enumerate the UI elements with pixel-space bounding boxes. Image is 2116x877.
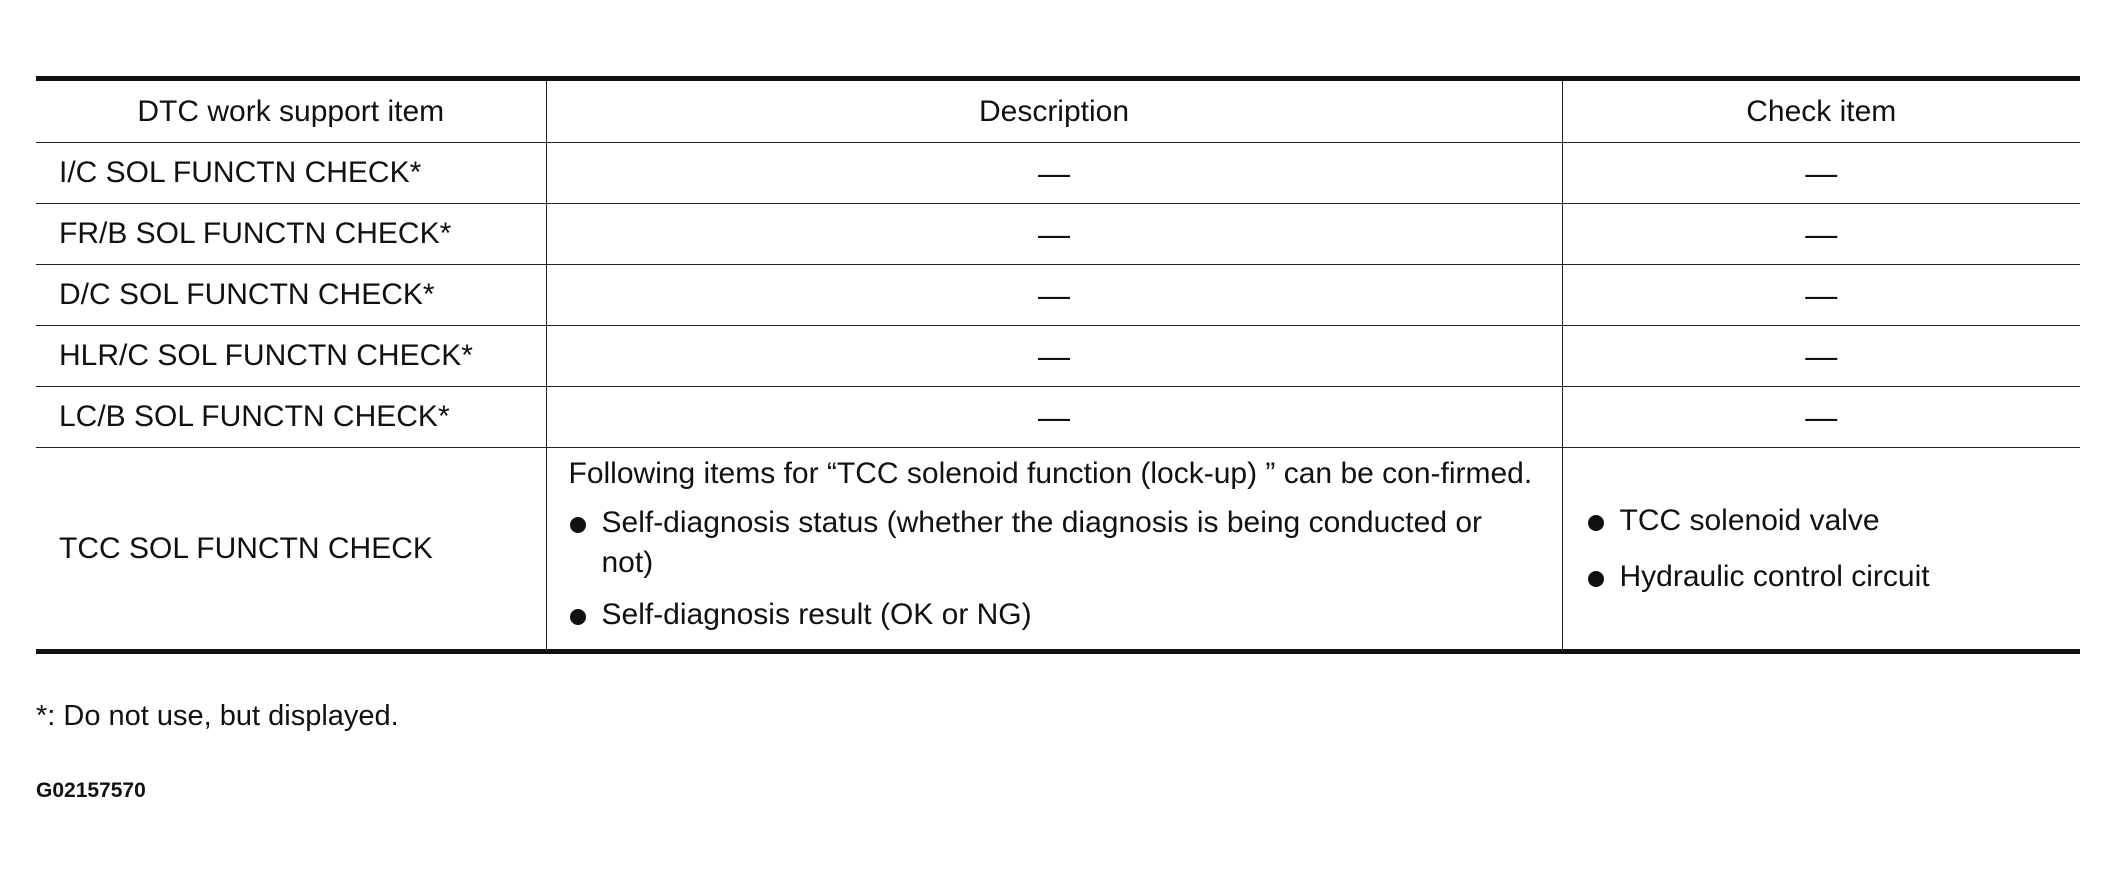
- row-item-name: TCC SOL FUNCTN CHECK: [36, 448, 546, 652]
- list-item: [569, 595, 1542, 635]
- row-check-item: —: [1562, 265, 2080, 326]
- bullet-text: TCC solenoid valve: [1619, 503, 1880, 537]
- header-dtc-work-support-item: DTC work support item: [36, 79, 546, 143]
- row-description: —: [546, 387, 1562, 448]
- row-check-item: [1562, 448, 2080, 652]
- header-check-item: Check item: [1562, 79, 2080, 143]
- row-check-item: —: [1562, 143, 2080, 204]
- dtc-table-container: [36, 76, 2080, 654]
- check-bullet-list: [1587, 501, 2071, 597]
- bullet-dot-icon: [570, 517, 586, 533]
- row-item-name: HLR/C SOL FUNCTN CHECK*: [36, 326, 546, 387]
- header-description: Description: [546, 79, 1562, 143]
- row-description: —: [546, 143, 1562, 204]
- table-row-tcc: [36, 448, 2080, 652]
- row-item-name: D/C SOL FUNCTN CHECK*: [36, 265, 546, 326]
- row-check-item: —: [1562, 326, 2080, 387]
- description-bullet-list: [569, 503, 1542, 635]
- row-item-name: FR/B SOL FUNCTN CHECK*: [36, 204, 546, 265]
- row-item-name: LC/B SOL FUNCTN CHECK*: [36, 387, 546, 448]
- list-item: [1587, 557, 2071, 597]
- description-intro: Following items for “TCC solenoid function (lock-up) ” can be con-firmed.: [568, 457, 1533, 490]
- table-row: [36, 204, 2080, 265]
- row-description: —: [546, 326, 1562, 387]
- table-row: [36, 326, 2080, 387]
- bullet-dot-icon: [1588, 571, 1604, 587]
- row-check-item: —: [1562, 387, 2080, 448]
- figure-code: G02157570: [36, 779, 146, 802]
- table-header-row: [36, 79, 2080, 143]
- row-check-item: —: [1562, 204, 2080, 265]
- list-item: [1587, 501, 2071, 541]
- bullet-dot-icon: [570, 609, 586, 625]
- list-item: [569, 503, 1542, 583]
- bullet-text: Hydraulic control circuit: [1619, 559, 1930, 593]
- table-row: [36, 143, 2080, 204]
- row-description: —: [546, 204, 1562, 265]
- table-footnote: *: Do not use, but displayed.: [36, 700, 399, 732]
- dtc-work-support-table: [36, 76, 2080, 654]
- table-row: [36, 387, 2080, 448]
- row-description: —: [546, 265, 1562, 326]
- table-row: [36, 265, 2080, 326]
- bullet-text: Self-diagnosis result (OK or NG): [601, 598, 1032, 631]
- row-item-name: I/C SOL FUNCTN CHECK*: [36, 143, 546, 204]
- row-description: [546, 448, 1562, 652]
- bullet-text: Self-diagnosis status (whether the diagnosis is being conducted or not): [601, 506, 1483, 579]
- bullet-dot-icon: [1588, 515, 1604, 531]
